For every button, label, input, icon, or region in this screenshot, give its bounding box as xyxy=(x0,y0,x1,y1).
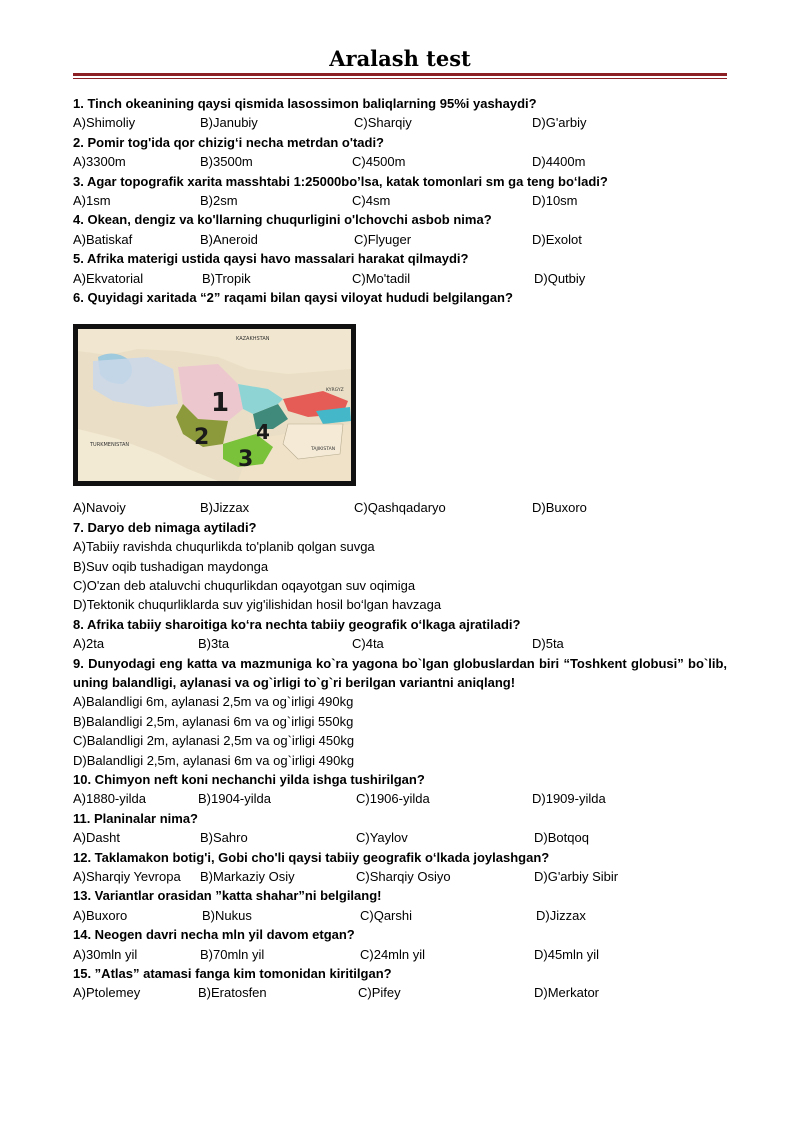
option-a[interactable]: A)Navoiy xyxy=(73,500,126,516)
option-d[interactable]: D)Tektonik chuqurliklarda suv yig'ilishidan hosil bo‘lgan havzaga xyxy=(73,597,442,613)
option-b[interactable]: B)Janubiy xyxy=(200,115,258,131)
uzbekistan-regions-map xyxy=(73,324,356,486)
option-d[interactable]: D)Buxoro xyxy=(532,500,587,516)
map-region-3: 3 xyxy=(238,447,254,473)
option-b[interactable]: B)Markaziy Osiy xyxy=(200,869,295,885)
option-d[interactable]: D)10sm xyxy=(532,193,578,208)
option-c[interactable]: C)Qarshi xyxy=(360,907,413,923)
question-6: 6. Quyidagi xaritada “2” raqami bilan qaysi viloyat hududi belgilangan? xyxy=(73,289,513,305)
option-d[interactable]: D)G'arbiy Sibir xyxy=(534,869,619,885)
page-title: Aralash test xyxy=(329,46,471,71)
question-7: 7. Daryo deb nimaga aytiladi? xyxy=(73,519,257,535)
option-a[interactable]: A)1880-yilda xyxy=(73,791,146,807)
option-c[interactable]: C)1906-yilda xyxy=(356,791,430,807)
option-d[interactable]: D)4400m xyxy=(532,154,586,170)
option-b[interactable]: B)1904-yilda xyxy=(198,791,271,807)
map-region-1: 1 xyxy=(211,388,230,419)
option-a[interactable]: A)1sm xyxy=(73,193,111,208)
options-3 xyxy=(73,191,727,210)
option-b[interactable]: B)Nukus xyxy=(202,907,252,923)
question-2: 2. Pomir tog'ida qor chizig‘i necha metrdan o'tadi? xyxy=(73,134,384,150)
options-10 xyxy=(73,789,727,808)
option-c[interactable]: C)Qashqadaryo xyxy=(354,500,446,516)
option-c[interactable]: C)4sm xyxy=(352,193,391,208)
question-8: 8. Afrika tabiiy sharoitiga ko‘ra nechta tabiiy geografik o‘lkaga ajratiladi? xyxy=(73,616,521,632)
option-d[interactable]: D)Exolot xyxy=(532,231,582,247)
option-b[interactable]: B)Jizzax xyxy=(200,500,250,516)
option-c[interactable]: C)Flyuger xyxy=(354,231,412,247)
option-a[interactable]: A)Balandligi 6m, aylanasi 2,5m va og`irligi 490kg xyxy=(73,694,354,710)
option-a[interactable]: A)Buxoro xyxy=(73,907,128,923)
question-15: 15. ”Atlas” atamasi fanga kim tomonidan kiritilgan? xyxy=(73,966,392,982)
option-c[interactable]: C)24mln yil xyxy=(360,946,426,962)
option-d[interactable]: D)45mln yil xyxy=(534,946,600,962)
option-c[interactable]: C)Yaylov xyxy=(356,830,408,846)
question-5: 5. Afrika materigi ustida qaysi havo massalari harakat qilmaydi? xyxy=(73,251,469,267)
options-11 xyxy=(73,828,727,847)
map-region-4: 4 xyxy=(256,420,270,445)
option-b[interactable]: B)Balandligi 2,5m, aylanasi 6m va og`irligi 550kg xyxy=(73,713,354,729)
options-14 xyxy=(73,945,727,964)
option-d[interactable]: D)Balandligi 2,5m, aylanasi 6m va og`irligi 490kg xyxy=(73,752,355,768)
option-c[interactable]: C)Sharqiy xyxy=(354,115,412,131)
map-label-turkmenistan: TURKMENISTAN xyxy=(90,442,130,449)
map-label-kazakhstan: KAZAKHSTAN xyxy=(236,336,270,343)
option-d[interactable]: D)5ta xyxy=(532,636,564,652)
option-b[interactable]: B)3ta xyxy=(198,636,230,652)
options-4 xyxy=(73,230,727,249)
map-label-kyrgyz: KYRGYZ xyxy=(326,388,344,394)
options-1 xyxy=(73,113,727,132)
question-3: 3. Agar topografik xarita masshtabi 1:25000bo’lsa, katak tomonlari sm ga teng bo‘ladi? xyxy=(73,173,608,189)
option-c[interactable]: C)Balandligi 2m, aylanasi 2,5m va og`irligi 450kg xyxy=(73,733,355,749)
options-5 xyxy=(73,269,727,288)
option-a[interactable]: A)Tabiiy ravishda chuqurlikda to'planib qolgan suvga xyxy=(73,539,375,555)
options-13 xyxy=(73,906,727,925)
option-c[interactable]: C)O'zan deb ataluvchi chuqurlikdan oqayotgan suv oqimiga xyxy=(73,578,416,593)
title-divider-thin xyxy=(73,78,727,79)
question-11: 11. Planinalar nima? xyxy=(73,810,198,826)
option-c[interactable]: C)Sharqiy Osiyo xyxy=(356,869,451,885)
option-a[interactable]: A)Batiskaf xyxy=(73,231,133,247)
option-b[interactable]: B)2sm xyxy=(200,193,238,208)
option-b[interactable]: B)Aneroid xyxy=(200,231,258,247)
option-a[interactable]: A)Sharqiy Yevropa xyxy=(73,869,181,885)
option-a[interactable]: A)Ekvatorial xyxy=(73,270,144,286)
option-d[interactable]: D)Merkator xyxy=(534,985,600,1001)
option-b[interactable]: B)Sahro xyxy=(200,830,248,846)
option-b[interactable]: B)3500m xyxy=(200,154,253,170)
option-c[interactable]: C)Mo'tadil xyxy=(352,270,411,286)
option-a[interactable]: A)3300m xyxy=(73,154,126,170)
option-a[interactable]: A)2ta xyxy=(73,636,105,652)
question-14: 14. Neogen davri necha mln yil davom etgan? xyxy=(73,927,355,943)
option-d[interactable]: D)G'arbiy xyxy=(532,115,587,131)
option-c[interactable]: C)4500m xyxy=(352,154,406,170)
options-12 xyxy=(73,867,727,886)
question-4: 4. Okean, dengiz va ko'llarning chuqurligini o'lchovchi asbob nima? xyxy=(73,212,492,228)
map-graphic xyxy=(78,329,351,481)
option-b[interactable]: B)Eratosfen xyxy=(198,985,267,1001)
option-d[interactable]: D)1909-yilda xyxy=(532,791,606,807)
option-c[interactable]: C)Pifey xyxy=(358,985,401,1001)
options-2 xyxy=(73,152,727,171)
question-1: 1. Tinch okeanining qaysi qismida lasossimon baliqlarning 95%i yashaydi? xyxy=(73,96,537,111)
option-c[interactable]: C)4ta xyxy=(352,636,384,652)
option-d[interactable]: D)Jizzax xyxy=(536,907,586,923)
options-8 xyxy=(73,634,727,653)
map-label-tajikistan: TAJIKISTAN xyxy=(311,447,336,453)
test-content xyxy=(73,94,727,1003)
options-15 xyxy=(73,983,727,1002)
question-9: 9. Dunyodagi eng katta va mazmuniga ko`ra yagona bo`lgan globuslardan biri “Toshkent globusi” bo`lib, uning balandligi, aylanasi va og`irligi to`g`ri berilgan variantni aniqlang! xyxy=(73,655,727,691)
title-divider xyxy=(73,73,727,76)
question-10: 10. Chimyon neft koni nechanchi yilda ishga tushirilgan? xyxy=(73,772,425,788)
map-region-2: 2 xyxy=(194,425,210,451)
option-a[interactable]: A)Shimoliy xyxy=(73,115,136,131)
option-d[interactable]: D)Botqoq xyxy=(534,830,589,846)
option-d[interactable]: D)Qutbiy xyxy=(534,270,586,286)
option-b[interactable]: B)Tropik xyxy=(202,270,251,286)
question-13: 13. Variantlar orasidan ”katta shahar”ni belgilang! xyxy=(73,888,382,904)
option-b[interactable]: B)70mln yil xyxy=(200,946,265,962)
option-a[interactable]: A)30mln yil xyxy=(73,946,138,962)
option-b[interactable]: B)Suv oqib tushadigan maydonga xyxy=(73,558,269,574)
option-a[interactable]: A)Dasht xyxy=(73,830,120,846)
question-12: 12. Taklamakon botig'i, Gobi cho'li qaysi tabiiy geografik o‘lkada joylashgan? xyxy=(73,849,550,865)
options-6 xyxy=(73,498,727,517)
option-a[interactable]: A)Ptolemey xyxy=(73,985,141,1001)
